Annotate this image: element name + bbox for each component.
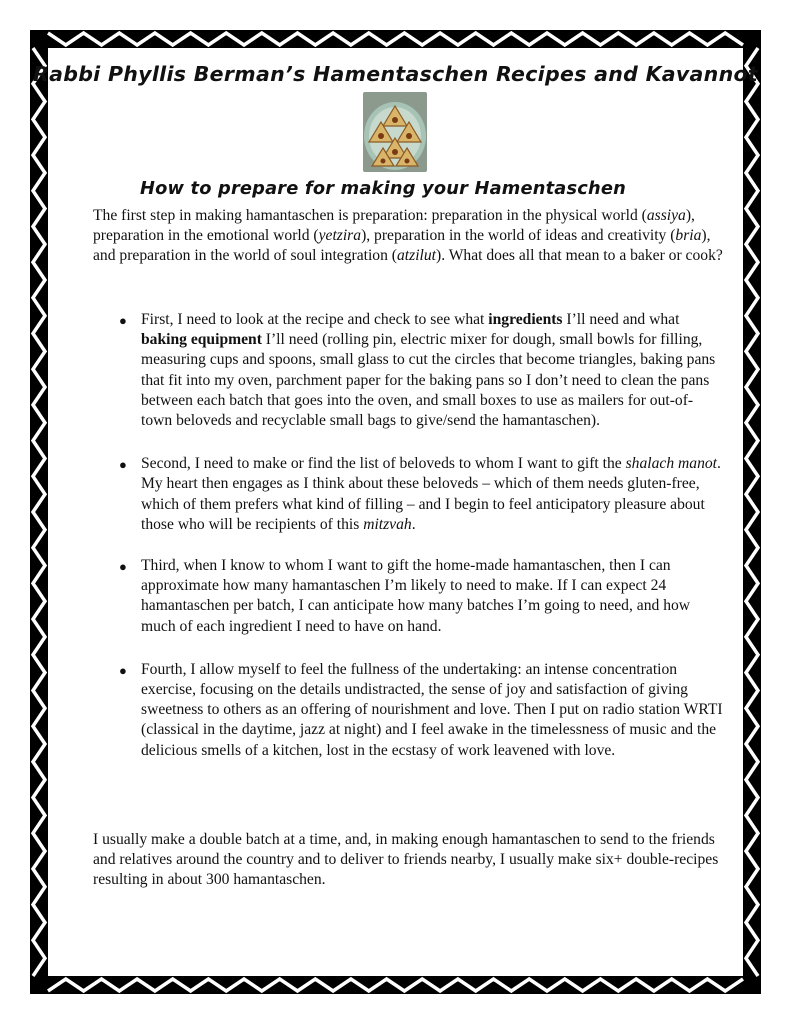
bullet-icon: ● — [119, 457, 127, 473]
steps-list — [93, 310, 723, 761]
intro-text: ), preparation in the emotional world ( — [93, 207, 695, 245]
list-item — [93, 454, 723, 535]
intro-text: The first step in making hamantaschen is preparation: preparation in the physical world ( — [93, 207, 647, 224]
step-text: First, I need to look at the recipe and check to see what — [141, 311, 489, 328]
bullet-icon: ● — [119, 662, 127, 678]
step-text: Fourth, I allow myself to feel the fullness of the undertaking: an intense concentration exercise, focusing on the details undistracted, the sense of joy and satisfaction of giving sweetness to others as an offering of nourishment and love. Then I put on radio station WRTI (classical in the daytime, jazz at night) and I feel awake in the timelessness of music and the delicious smells of a kitchen, lost in the ecstasy of work leavened with love. — [141, 660, 723, 759]
term-shalach-manot: shalach manot — [625, 455, 718, 473]
step-text: . My heart then engages as I think about these beloveds – which of them needs gluten-free, which of them prefers what kind of filling – and I begin to feel anticipatory pleasure about those who will be recipients of this — [141, 455, 721, 533]
baking-equipment-bold: baking equipment — [141, 331, 262, 349]
section-heading: How to prepare for making your Hamentaschen — [140, 178, 627, 199]
step-text: Second, I need to make or find the list of beloveds to whom I want to gift the — [141, 455, 626, 473]
ingredients-bold: ingredients — [488, 311, 563, 328]
list-item — [93, 660, 723, 761]
hamentaschen-photo-icon — [363, 92, 427, 172]
term-atzilut: atzilut — [397, 247, 436, 265]
closing-paragraph: I usually make a double batch at a time, and, in making enough hamantaschen to send to the friends and relatives around the country and to deliver to friends nearby, I usually make six+ double-recipes resulting in about 300 hamantaschen. — [93, 831, 719, 889]
bullet-icon: ● — [119, 313, 127, 328]
step-text: . — [411, 515, 416, 533]
intro-text: ), and preparation in the world of soul integration ( — [93, 227, 711, 265]
step-text: Third, when I know to whom I want to gift the home-made hamantaschen, then I can approximate how many hamantaschen I’m likely to need to make. If I can expect 24 hamantaschen per batch, I can anticipate how many batches I’m going to need, and how much of each ingredient I need to have on hand. — [141, 557, 691, 635]
term-bria: bria — [675, 227, 702, 245]
intro-paragraph — [93, 206, 723, 267]
step-text: I’ll need (rolling pin, electric mixer for dough, small bowls for filling, measuring cups and spoons, small glass to cut the circles that become triangles, baking pans that fit into my oven, parchment paper for the baking pans so I don’t need to clean the pans between each batch that goes into the oven, and small boxes to use as mailers for out-of-town beloveds and recyclable small bags to give/send the hamantaschen). — [141, 331, 716, 430]
list-item — [93, 556, 723, 637]
term-yetzira: yetzira — [318, 227, 362, 245]
step-text: I’ll need and what — [562, 311, 680, 328]
list-item — [93, 310, 723, 431]
bullet-icon: ● — [119, 559, 127, 575]
term-mitzvah: mitzvah — [363, 515, 412, 533]
page-title: Rabbi Phyllis Berman’s Hamentaschen Recipes and Kavannot — [33, 62, 758, 86]
intro-text: ), preparation in the world of ideas and creativity ( — [361, 227, 676, 245]
intro-text: ). What does all that mean to a baker or cook? — [436, 247, 723, 265]
term-assiya: assiya — [646, 207, 686, 224]
